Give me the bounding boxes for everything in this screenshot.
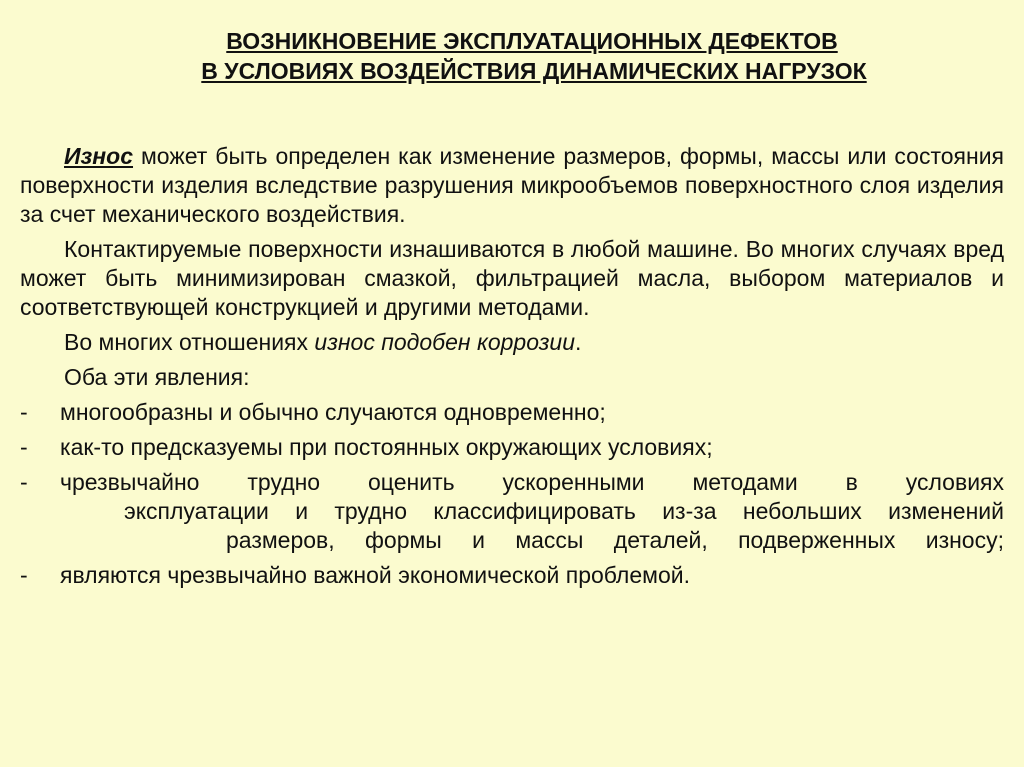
corrosion-pre: Во многих отношениях [64, 329, 315, 355]
paragraph-both-phenomena: Оба эти явления: [64, 364, 250, 390]
bullet-dash: - [20, 434, 28, 460]
bullet-dash: - [20, 562, 28, 588]
slide-title [0, 26, 1024, 86]
title-line-1: ВОЗНИКНОВЕНИЕ ЭКСПЛУАТАЦИОННЫХ ДЕФЕКТОВ [226, 28, 838, 54]
list-item-text: чрезвычайно трудно оценить ускоренными методами в условиях [60, 469, 1004, 495]
list-item-text: как-то предсказуемы при постоянных окружающих условиях; [60, 434, 713, 460]
slide-body [20, 142, 1004, 596]
list-item-continuation [20, 497, 1004, 555]
title-line-2: В УСЛОВИЯХ ВОЗДЕЙСТВИЯ ДИНАМИЧЕСКИХ НАГРУЗОК [201, 58, 867, 84]
bullet-dash: - [20, 469, 28, 495]
bullet-dash: - [20, 399, 28, 425]
paragraph-corrosion [20, 328, 1004, 357]
list-item-text: являются чрезвычайно важной экономической проблемой. [60, 562, 690, 588]
paragraph-contact-surfaces: Контактируемые поверхности изнашиваются в любой машине. Во многих случаях вред может быть минимизирован смазкой, фильтрацией масла, выбором материалов и соответствующей конструкцией и другими методами. [20, 236, 1004, 320]
list-item [20, 433, 1004, 462]
paragraph-wear-definition [20, 142, 1004, 229]
list-item-text: многообразны и обычно случаются одновременно; [60, 399, 606, 425]
corrosion-italic: износ подобен коррозии [314, 329, 575, 355]
list-item [20, 561, 1004, 590]
list-item-text-3: размеров, формы и массы деталей, подверженных износу; [226, 527, 1004, 553]
list-item [20, 468, 1004, 497]
corrosion-post: . [575, 329, 582, 355]
list-item [20, 398, 1004, 427]
definition-text: может быть определен как изменение размеров, формы, массы или состояния поверхности изделия вследствие разрушения микрообъемов поверхностного слоя изделия за счет механического воздействия. [20, 143, 1004, 227]
list-item-text-2: эксплуатации и трудно классифицировать из-за небольших изменений [124, 498, 1004, 524]
term-wear: Износ [64, 143, 134, 169]
